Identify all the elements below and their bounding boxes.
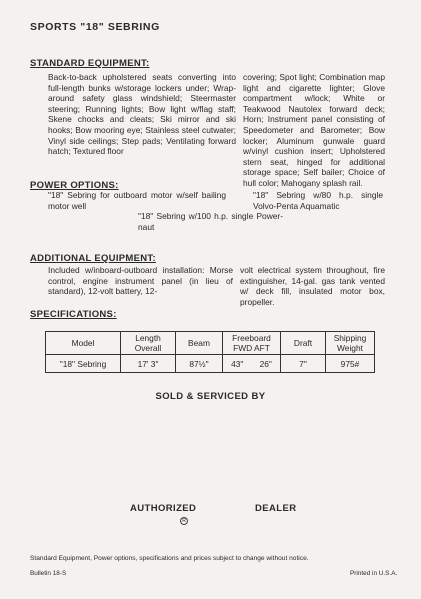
power-option-powernaut: "18" Sebring w/100 h.p. single Power-naut — [138, 211, 283, 232]
registered-mark-icon: R — [180, 517, 188, 525]
header-freeboard: Freeboard FWD AFT — [223, 332, 281, 355]
additional-equipment-col2: volt electrical system throughout, fire extinguisher, 14-gal. gas tank vented w/ deck fill, insulated motor box, propeller. — [240, 265, 385, 307]
printed-in-label: Printed in U.S.A. — [350, 570, 398, 577]
power-options-heading: POWER OPTIONS: — [30, 180, 119, 191]
cell-aft: 26" — [251, 355, 280, 373]
header-draft: Draft — [281, 332, 326, 355]
cell-fwd: 43" — [223, 355, 252, 373]
standard-equipment-heading: STANDARD EQUIPMENT: — [30, 58, 150, 69]
bulletin-number: Bulletin 18-S — [30, 570, 67, 577]
header-beam: Beam — [176, 332, 223, 355]
specifications-heading: SPECIFICATIONS: — [30, 309, 117, 320]
sold-serviced-label: SOLD & SERVICED BY — [155, 391, 266, 402]
cell-weight: 975# — [326, 355, 375, 373]
specifications-table — [45, 331, 375, 373]
dealer-label: DEALER — [255, 503, 297, 514]
header-weight: Shipping Weight — [326, 332, 375, 355]
header-model: Model — [46, 332, 121, 355]
standard-equipment-col1: Back-to-back upholstered seats converting into full-length bunks w/storage lockers under; Wrap-around safety glass windshield; Steermaster steering; Running lights; Bow light w/flag staff; Skene chocks and cleats; Ski mirror and ski hooks; Bow mooring eye; Stainless steel cutwater; Vinyl side ceilings; Step pads; Ventilating forward hatch; Textured floor — [48, 72, 236, 157]
header-length: Length Overall — [121, 332, 176, 355]
authorized-label: AUTHORIZED — [130, 503, 197, 514]
standard-equipment-col2: covering; Spot light; Combination map light and cigarette lighter; Glove compartment w/lock; White or Teakwood Nautolex forward deck; Horn; Instrument panel consisting of Speedometer and Barometer; Bow locker; Aluminum gunwale guard w/vinyl cushion insert; Upholstered stern seat, hinged for additional storage space; Self bailer; Choice of hull color; Mahogany splash rail. — [243, 72, 385, 188]
footnote-text: Standard Equipment, Power options, specifications and prices subject to change without notice. — [30, 555, 309, 562]
additional-equipment-heading: ADDITIONAL EQUIPMENT: — [30, 253, 156, 264]
power-option-outboard: "18" Sebring for outboard motor w/self bailing motor well — [48, 190, 226, 211]
cell-length: 17' 3" — [121, 355, 176, 373]
cell-draft: 7" — [281, 355, 326, 373]
table-header-row — [46, 332, 375, 355]
table-row — [46, 355, 375, 373]
additional-equipment-col1: Included w/inboard-outboard installation: Morse control, engine instrument panel (in lieu of standard), 12-volt battery, 12- — [48, 265, 233, 297]
cell-model: "18" Sebring — [46, 355, 121, 373]
power-option-volvo: "18" Sebring w/80 h.p. single Volvo-Penta Aquamatic — [253, 190, 383, 211]
cell-beam: 87½" — [176, 355, 223, 373]
page-title: SPORTS "18" SEBRING — [30, 21, 160, 33]
